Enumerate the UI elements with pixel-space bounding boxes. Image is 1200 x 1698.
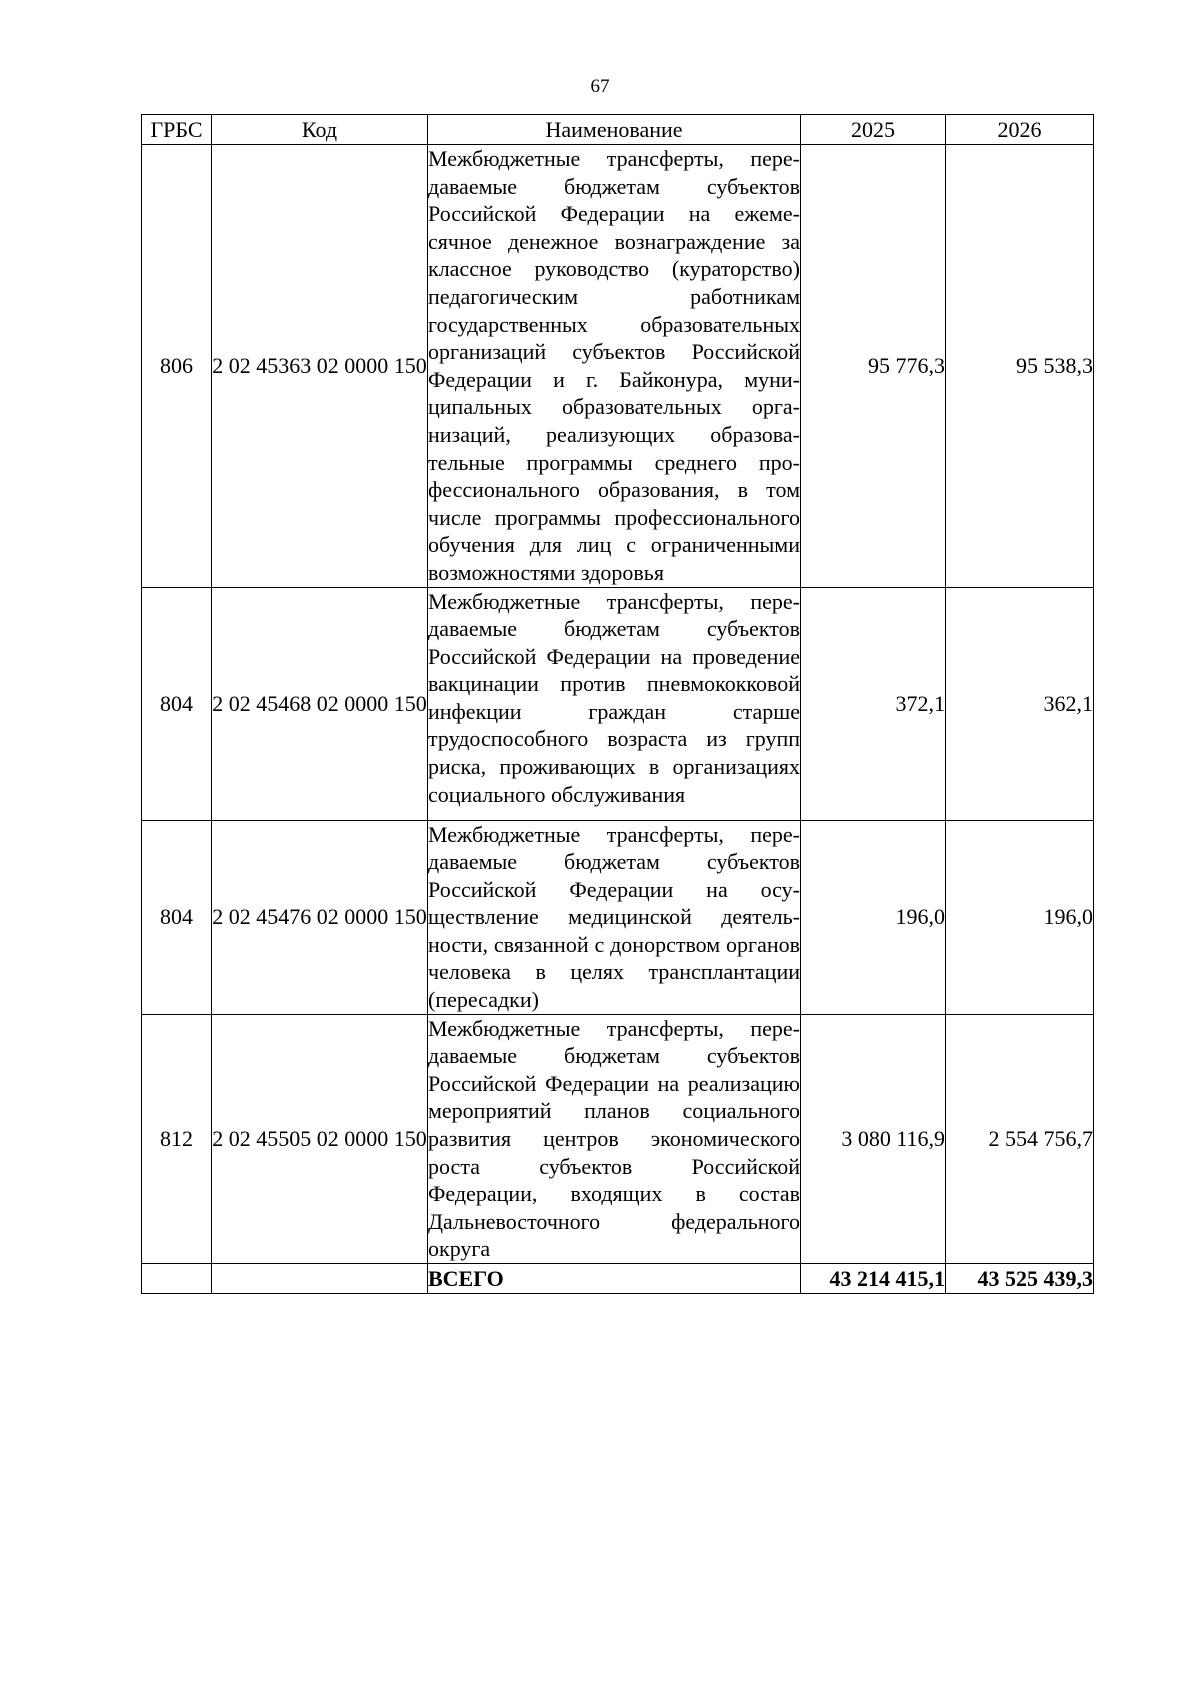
total-2025-value: 43 214 415,1 [801,1264,946,1294]
name-cell: Межбюджетные трансферты, передаваемые бюджетам субъектов Российской Федерации на реализацию мероприятий планов социального развития центров экономического роста субъектов Российской Федерации, входящих в состав Дальневосточного федерального округа [428,1014,801,1263]
value-2026-cell: 196,0 [946,820,1094,1014]
budget-table [141,114,1094,1294]
total-label: ВСЕГО [428,1264,801,1294]
header-code: Код [212,115,428,145]
value-2025-cell: 372,1 [801,587,946,820]
value-2026-cell: 362,1 [946,587,1094,820]
header-grbs: ГРБС [142,115,212,145]
table-header-row [142,115,1094,145]
total-grbs-cell [142,1264,212,1294]
grbs-cell: 804 [142,820,212,1014]
table-row [142,587,1094,820]
total-code-cell [212,1264,428,1294]
name-cell: Межбюджетные трансферты, передаваемые бюджетам субъектов Российской Федерации на проведение вакцинации против пневмококковой инфекции граждан старше трудоспособного возраста из групп риска, проживающих в организациях социального обслуживания [428,587,801,820]
code-cell: 2 02 45468 02 0000 150 [212,587,428,820]
grbs-cell: 806 [142,145,212,588]
name-cell: Межбюджетные трансферты, передаваемые бюджетам субъектов Российской Федерации на осуществление медицинской деятельности, связанной с донорством органов человека в целях трансплантации (пересадки) [428,820,801,1014]
table-row [142,820,1094,1014]
total-2026-value: 43 525 439,3 [946,1264,1094,1294]
header-year-2026: 2026 [946,115,1094,145]
value-2025-cell: 196,0 [801,820,946,1014]
code-cell: 2 02 45476 02 0000 150 [212,820,428,1014]
code-cell: 2 02 45363 02 0000 150 [212,145,428,588]
value-2025-cell: 95 776,3 [801,145,946,588]
value-2026-cell: 95 538,3 [946,145,1094,588]
table-row [142,145,1094,588]
total-row [142,1264,1094,1294]
value-2025-cell: 3 080 116,9 [801,1014,946,1263]
grbs-cell: 804 [142,587,212,820]
grbs-cell: 812 [142,1014,212,1263]
value-2026-cell: 2 554 756,7 [946,1014,1094,1263]
code-cell: 2 02 45505 02 0000 150 [212,1014,428,1263]
header-name: Наименование [428,115,801,145]
page-number: 67 [590,76,610,97]
table-row [142,1014,1094,1263]
name-cell: Межбюджетные трансферты, передаваемые бюджетам субъектов Российской Федерации на ежемесячное денежное вознаграждение за классное руководство (кураторство) педагогическим работникам государственных образовательных организаций субъектов Российской Федерации и г. Байконура, муниципальных образовательных организаций, реализующих образовательные программы среднего профессионального образования, в том числе программы профессионального обучения для лиц с ограниченными возможностями здоровья [428,145,801,588]
header-year-2025: 2025 [801,115,946,145]
